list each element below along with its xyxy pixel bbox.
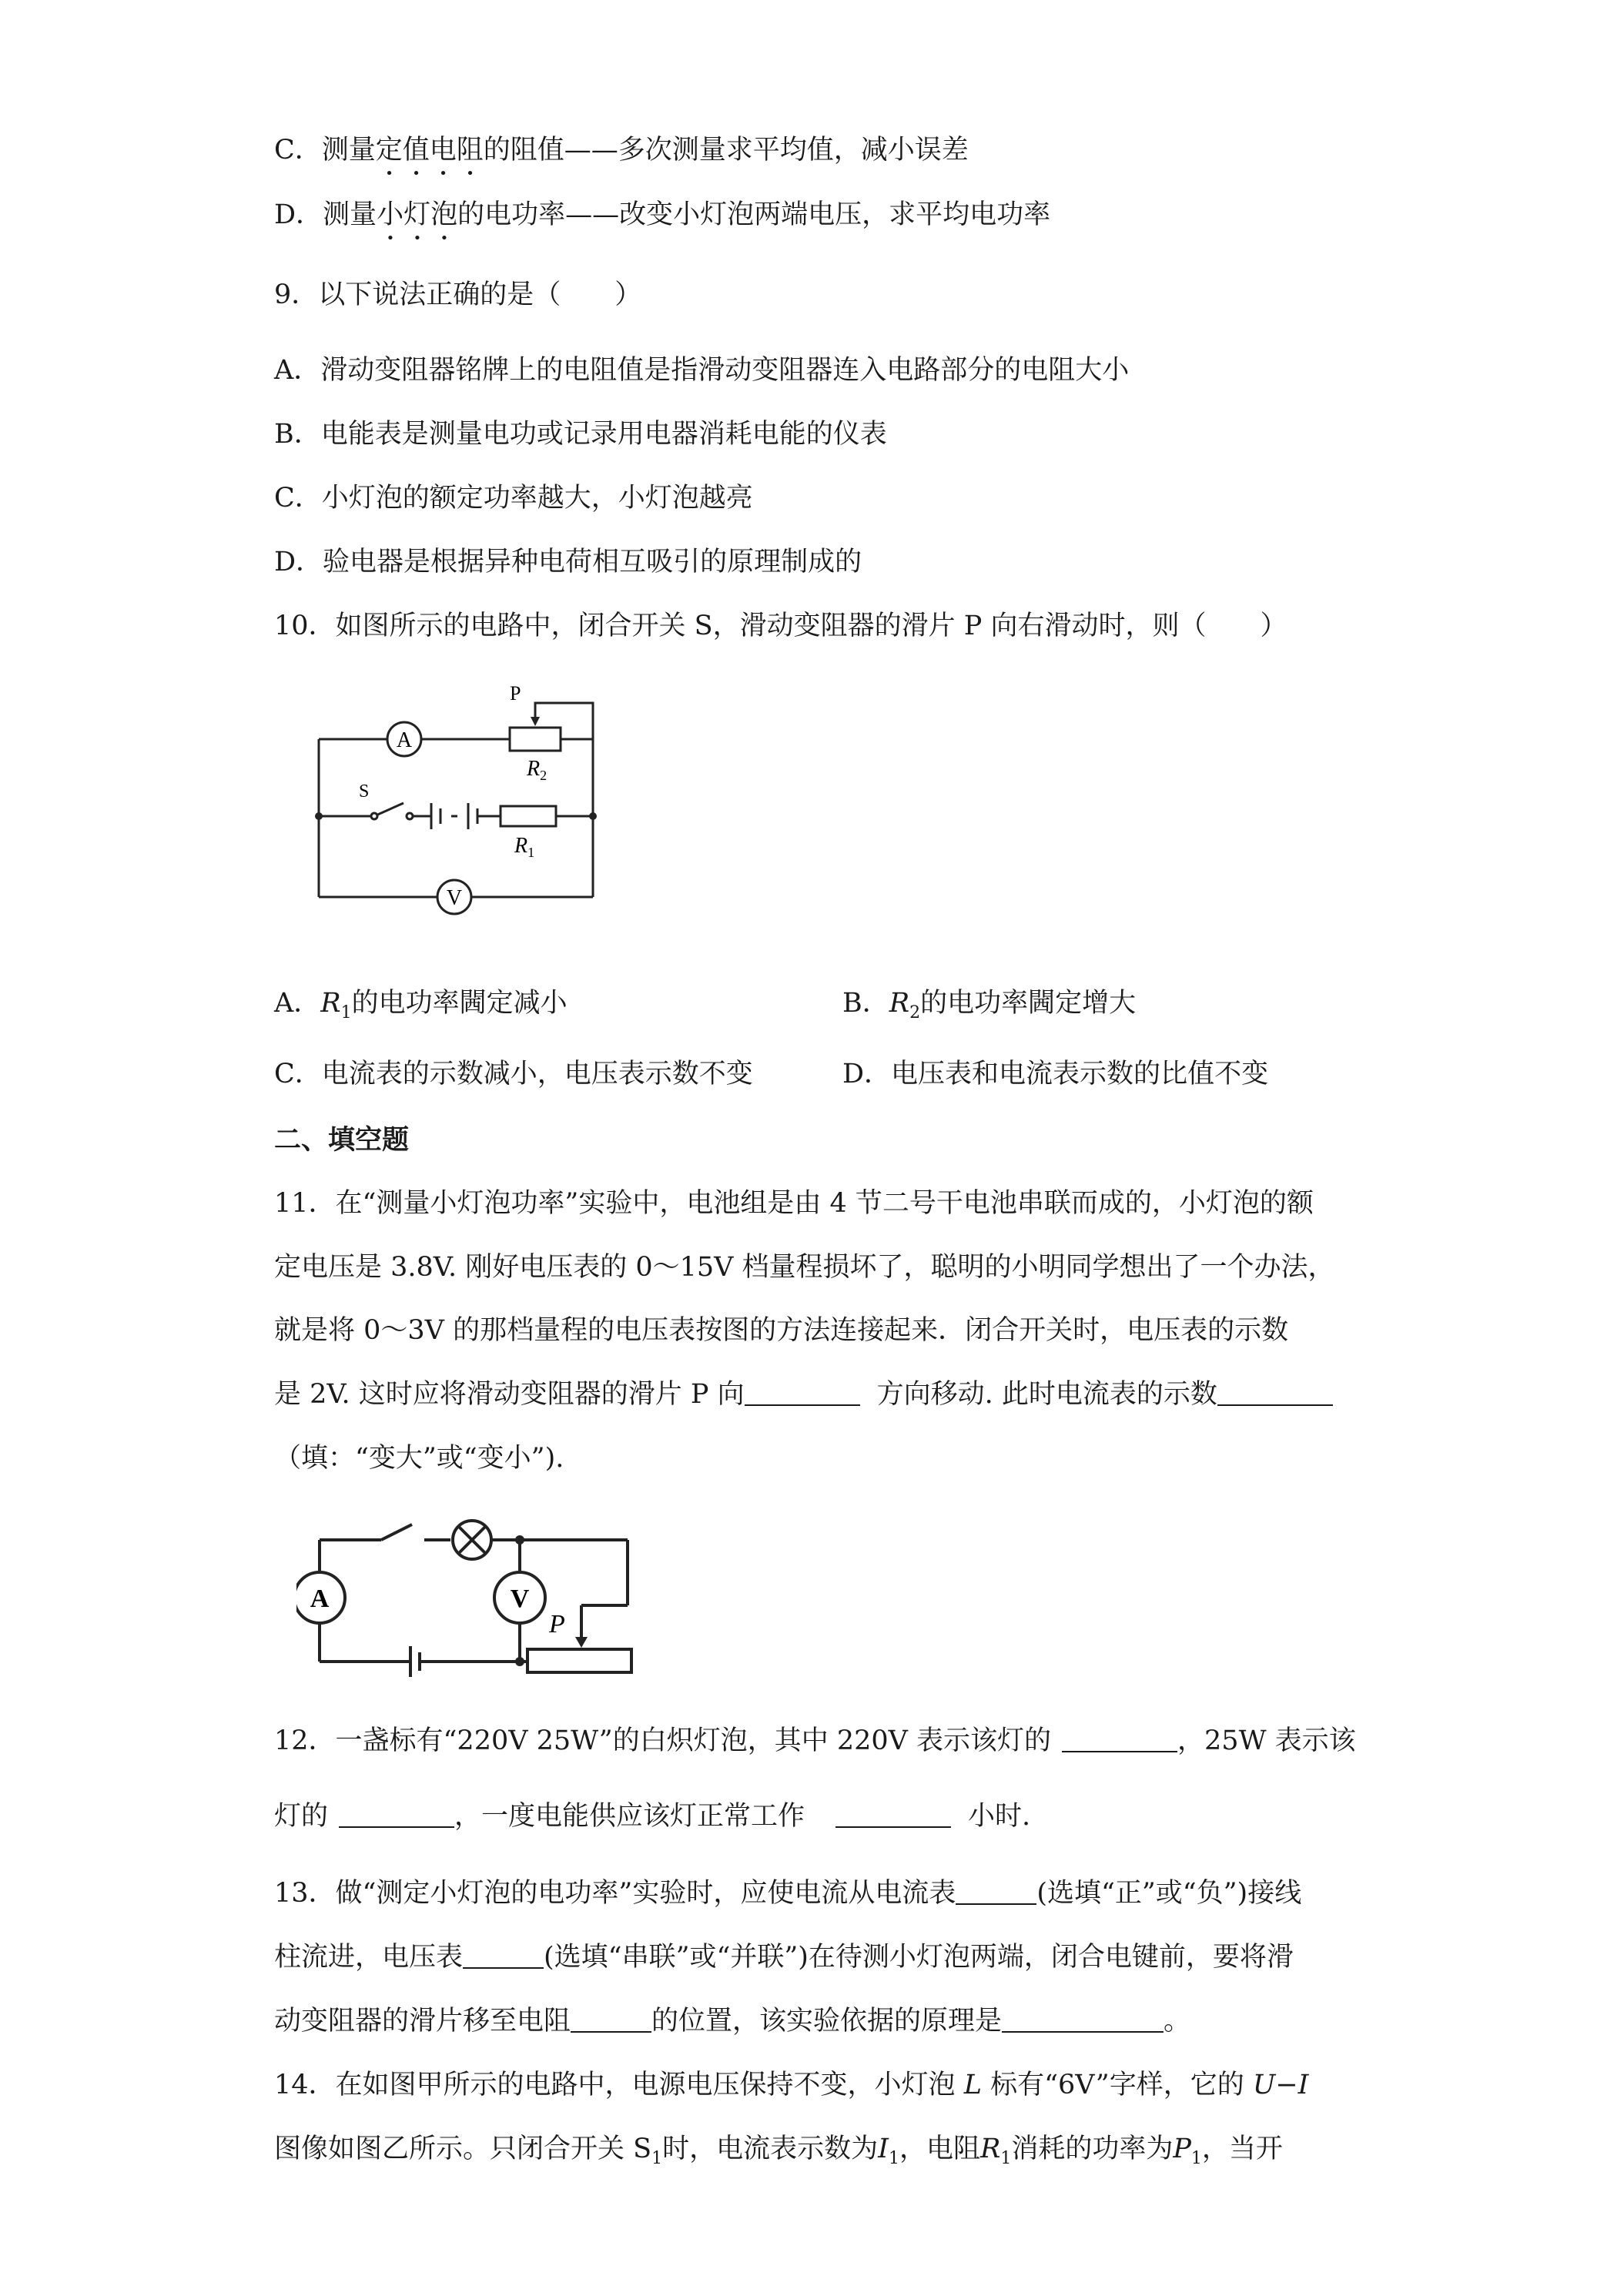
- q10-option-d: D．电压表和电流表示数的比值不变: [842, 1059, 1269, 1089]
- q8-option-d: D．测量小灯泡的电功率——改变小灯泡两端电压，求平均电功率: [274, 199, 1051, 230]
- answer-blank[interactable]: [956, 1880, 1036, 1905]
- q9-option-d: D．验电器是根据异种电荷相互吸引的原理制成的: [274, 547, 862, 577]
- q9-option-b: B．电能表是测量电功或记录用电器消耗电能的仪表: [274, 419, 887, 450]
- q11-line-5: （填：“变大”或“变小”).: [274, 1443, 564, 1474]
- q11-line-1: 11．在“测量小灯泡功率”实验中，电池组是由 4 节二号干电池串联而成的，小灯泡的额: [274, 1188, 1314, 1219]
- q11-line-3: 就是将 0～3V 的那档量程的电压表按图的方法连接起来．闭合开关时，电压表的示数: [274, 1315, 1289, 1346]
- answer-blank[interactable]: [571, 2008, 651, 2033]
- section-heading: 二、填空题: [274, 1125, 410, 1156]
- q14-line-2: 图像如图乙所示。只闭合开关 $S_1$时，电流表示数为$I_1$，电阻$R_1$消耗的功率为$P_1$，当开: [274, 2134, 1283, 2168]
- answer-blank[interactable]: [1002, 2008, 1164, 2033]
- answer-blank[interactable]: [835, 1803, 951, 1828]
- ammeter-label: A: [396, 728, 413, 752]
- q10-option-a: A．$R_1$的电功率閪定减小: [274, 988, 568, 1022]
- emphasis-text: 小灯泡: [377, 199, 458, 230]
- emphasis-text: 定值电阻: [375, 135, 484, 166]
- r2-label: $R_2$: [527, 757, 547, 783]
- answer-blank[interactable]: [745, 1381, 860, 1406]
- q10-option-b: B．$R_2$的电功率閪定增大: [842, 988, 1137, 1022]
- q10-circuit-figure: [308, 681, 693, 928]
- q9-stem: 9．以下说法正确的是（ ）: [274, 279, 642, 310]
- answer-blank[interactable]: [1062, 1728, 1177, 1752]
- answer-blank[interactable]: [1217, 1381, 1333, 1406]
- q11-line-2: 定电压是 3.8V. 刚好电压表的 0～15V 档量程损坏了，聪明的小明同学想出了一个办法，: [274, 1252, 1335, 1283]
- q11-line-4: 是 2V. 这时应将滑动变阻器的滑片 P 向 方向移动. 此时电流表的示数: [274, 1377, 1333, 1412]
- slider-label: P: [549, 1610, 565, 1638]
- voltmeter-label: V: [446, 886, 463, 910]
- q14-line-1: 14．在如图甲所示的电路中，电源电压保持不变，小灯泡 L 标有“6V”字样，它的 U−I: [274, 2070, 1309, 2100]
- q13-line-2: 柱流进，电压表 (选填“串联”或“并联”)在待测小灯泡两端，闭合电键前，要将滑: [274, 1942, 1294, 1973]
- q13-line-1: 13．做“测定小灯泡的电功率”实验时，应使电流从电流表 (选填“正”或“负”)接线: [274, 1878, 1302, 1909]
- q8-option-c: C．测量定值电阻的阻值——多次测量求平均值，减小误差: [274, 135, 969, 166]
- q9-option-a: A．滑动变阻器铭牌上的电阻值是指滑动变阻器连入电路部分的电阻大小: [274, 355, 1130, 386]
- switch-label: S: [359, 782, 370, 802]
- q10-option-c: C．电流表的示数减小，电压表示数不变: [274, 1059, 753, 1089]
- q12-line-2: 灯的 ，一度电能供应该灯正常工作 小时.: [274, 1801, 1031, 1832]
- voltmeter-label: V: [510, 1585, 530, 1613]
- slider-label: P: [510, 682, 521, 705]
- q9-option-c: C．小灯泡的额定功率越大，小灯泡越亮: [274, 483, 753, 514]
- ammeter-label: A: [310, 1585, 330, 1613]
- answer-blank[interactable]: [339, 1803, 454, 1828]
- q13-line-3: 动变阻器的滑片移至电阻 的位置，该实验依据的原理是 。: [274, 2006, 1191, 2037]
- r1-label: $R_1$: [514, 834, 535, 860]
- q12-line-1: 12．一盏标有“220V 25W”的白炽灯泡，其中 220V 表示该灯的 ，25W 表示该: [274, 1725, 1356, 1756]
- q11-circuit-figure: [296, 1509, 658, 1678]
- answer-blank[interactable]: [463, 1944, 544, 1969]
- q10-stem: 10．如图所示的电路中，闭合开关 S，滑动变阻器的滑片 P 向右滑动时，则（ ）: [274, 611, 1287, 641]
